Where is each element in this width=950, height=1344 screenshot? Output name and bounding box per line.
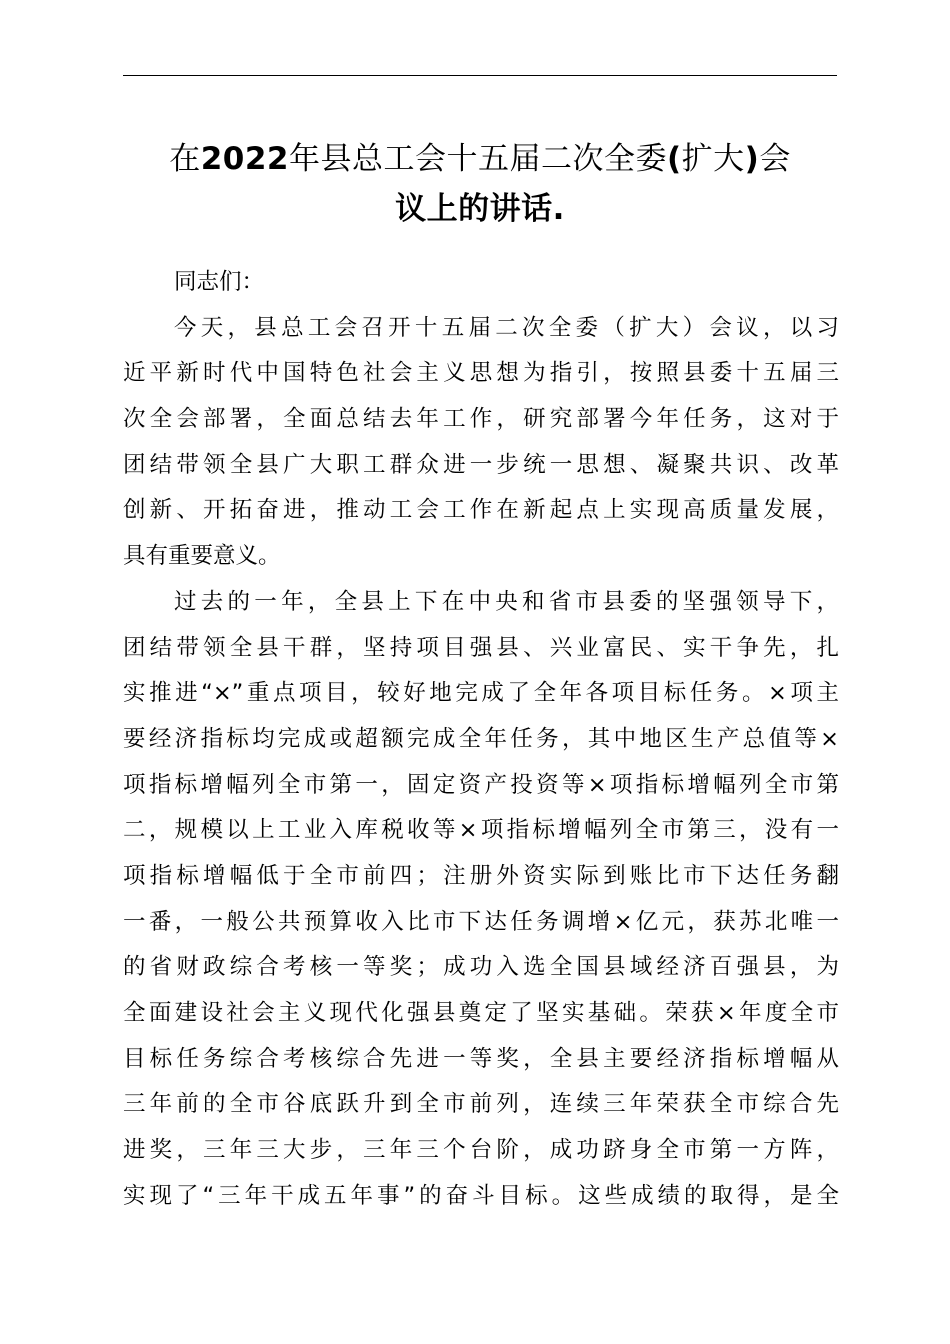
text-line: 项指标增幅列全市第一，固定资产投资等×项指标增幅列全市第 [123,771,839,798]
text-line: 团结带领全县干群，坚持项目强县、兴业富民、实干争先，扎 [123,634,839,661]
text-line: 团结带领全县广大职工群众进一步统一思想、凝聚共识、改革 [123,451,839,478]
text-line: 的省财政综合考核一等奖；成功入选全国县域经济百强县，为 [123,954,839,981]
header-rule [123,75,837,76]
text-line: 目标任务综合考核综合先进一等奖，全县主要经济指标增幅从 [123,1045,839,1072]
text-line: 实现了“三年干成五年事”的奋斗目标。这些成绩的取得，是全 [123,1182,839,1209]
salutation: 同志们： [174,269,265,295]
text-line: 三年前的全市谷底跃升到全市前列，连续三年荣获全市综合先 [123,1091,839,1118]
body-text [123,260,839,1219]
title-middle: 年县总工会十五届二次全委 [288,141,667,177]
title-year: 2022 [200,141,289,177]
title-suffix: 会 [759,141,791,177]
text-line: 今天，县总工会召开十五届二次全委（扩大）会议，以习 [174,314,839,341]
text-line: 实推进“×”重点项目，较好地完成了全年各项目标任务。×项主 [123,680,839,707]
title-line-2: 议上的讲话. [395,191,565,227]
text-line: 项指标增幅低于全市前四；注册外资实际到账比市下达任务翻 [123,862,839,889]
title-paren-word: 扩大 [681,141,745,177]
title-paren-open: ( [666,141,682,177]
title-paren-close: ) [744,141,760,177]
text-line: 创新、开拓奋进，推动工会工作在新起点上实现高质量发展， [123,497,839,524]
text-line: 二，规模以上工业入库税收等×项指标增幅列全市第三，没有一 [123,817,839,844]
text-line: 进奖，三年三大步，三年三个台阶，成功跻身全市第一方阵， [123,1137,839,1164]
text-line: 次全会部署，全面总结去年工作，研究部署今年任务，这对于 [123,406,839,433]
title-prefix: 在 [169,141,201,177]
text-line: 过去的一年，全县上下在中央和省市县委的坚强领导下， [174,588,839,615]
text-line: 要经济指标均完成或超额完成全年任务，其中地区生产总值等× [123,725,839,752]
text-line: 近平新时代中国特色社会主义思想为指引，按照县委十五届三 [123,360,839,387]
text-line: 具有重要意义。 [123,543,281,570]
document-title [110,134,850,234]
text-line: 全面建设社会主义现代化强县奠定了坚实基础。荣获×年度全市 [123,1000,839,1026]
text-line: 一番，一般公共预算收入比市下达任务调增×亿元，获苏北唯一 [123,908,839,935]
